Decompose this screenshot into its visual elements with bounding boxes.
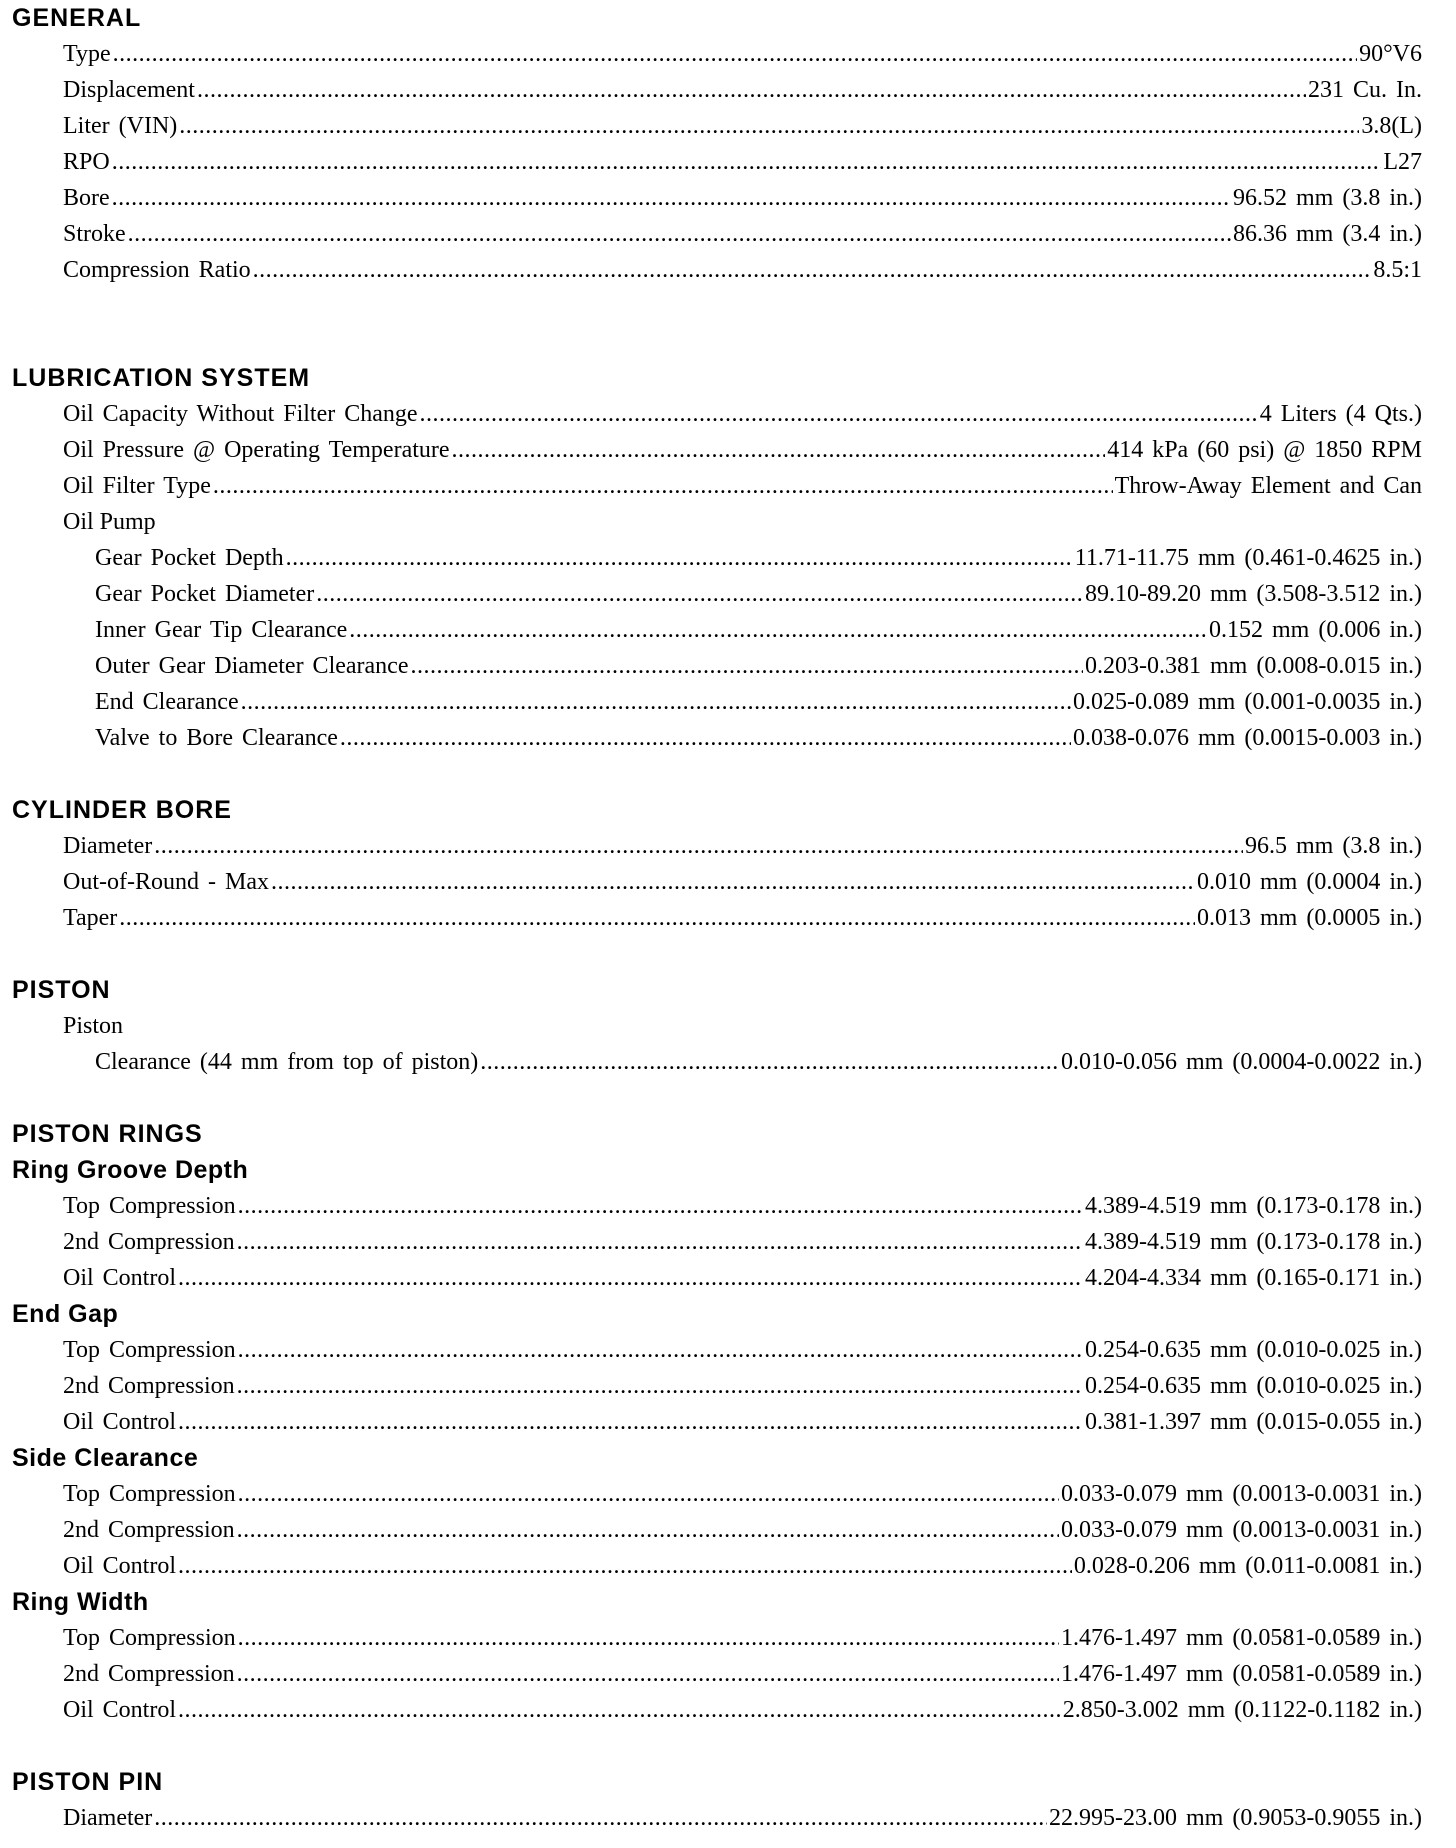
spec-value: 89.10-89.20 mm (3.508-3.512 in.) [1085, 581, 1422, 607]
section-heading-piston: PISTON [12, 976, 111, 1004]
spec-row-gear-pocket-depth [12, 540, 1422, 576]
spec-label: Top Compression [63, 1481, 236, 1507]
spec-value: 96.5 mm (3.8 in.) [1245, 833, 1422, 859]
spec-label: Gear Pocket Depth [95, 545, 284, 571]
subsection-heading-ring-groove-depth: Ring Groove Depth [12, 1156, 249, 1184]
spec-row-bore-diameter [12, 828, 1422, 864]
spec-value: 4.204-4.334 mm (0.165-0.171 in.) [1085, 1265, 1422, 1291]
dot-leader [237, 1512, 1059, 1548]
spec-label: Top Compression [63, 1193, 236, 1219]
spec-label: Oil Control [63, 1553, 177, 1579]
dot-leader [112, 180, 1231, 216]
dot-leader [154, 828, 1243, 864]
section-heading-general: GENERAL [12, 4, 142, 32]
spec-label: Oil Capacity Without Filter Change [63, 401, 418, 427]
spec-label: Taper [63, 905, 118, 931]
spec-row-side-2nd [12, 1512, 1422, 1548]
spec-value: 0.025-0.089 mm (0.001-0.0035 in.) [1073, 689, 1422, 715]
spec-value: 22.995-23.00 mm (0.9053-0.9055 in.) [1049, 1805, 1422, 1831]
dot-leader [237, 1656, 1059, 1692]
section-spacer [12, 756, 1422, 792]
spec-row-oil-filter-type [12, 468, 1422, 504]
spec-value: 0.033-0.079 mm (0.0013-0.0031 in.) [1061, 1517, 1422, 1543]
spec-label: Valve to Bore Clearance [95, 725, 338, 751]
spec-row-type [12, 36, 1422, 72]
spec-value: 0.010-0.056 mm (0.0004-0.0022 in.) [1061, 1049, 1422, 1075]
section-heading-cylinder-bore: CYLINDER BORE [12, 796, 232, 824]
spec-label: Type [63, 41, 111, 67]
spec-row-bore [12, 180, 1422, 216]
spec-value: 0.254-0.635 mm (0.010-0.025 in.) [1085, 1337, 1422, 1363]
spec-label: Stroke [63, 221, 126, 247]
dot-leader [253, 252, 1372, 288]
spec-value: 0.381-1.397 mm (0.015-0.055 in.) [1085, 1409, 1422, 1435]
spec-value: 0.010 mm (0.0004 in.) [1197, 869, 1422, 895]
spec-row-side-top [12, 1476, 1422, 1512]
spec-value: 1.476-1.497 mm (0.0581-0.0589 in.) [1061, 1625, 1422, 1651]
spec-label: RPO [63, 149, 110, 175]
section-heading-lubrication: LUBRICATION SYSTEM [12, 364, 311, 392]
dot-leader [238, 1620, 1059, 1656]
dot-leader [179, 108, 1359, 144]
spec-label: 2nd Compression [63, 1661, 235, 1687]
spec-label: Gear Pocket Diameter [95, 581, 315, 607]
section-heading-piston-rings: PISTON RINGS [12, 1120, 203, 1148]
spec-row-valve-to-bore-clearance [12, 720, 1422, 756]
spec-value: 231 Cu. In. [1308, 77, 1422, 103]
spec-row-gap-2nd [12, 1368, 1422, 1404]
spec-label: Out-of-Round - Max [63, 869, 269, 895]
spec-label: 2nd Compression [63, 1373, 235, 1399]
spec-label: Outer Gear Diameter Clearance [95, 653, 409, 679]
spec-value: 414 kPa (60 psi) @ 1850 RPM [1107, 437, 1422, 463]
spec-row-inner-gear-tip-clearance [12, 612, 1422, 648]
spec-value: 3.8(L) [1361, 113, 1422, 139]
spec-value: 11.71-11.75 mm (0.461-0.4625 in.) [1074, 545, 1422, 571]
dot-leader [178, 1260, 1083, 1296]
spec-row-gap-oil [12, 1404, 1422, 1440]
dot-leader [340, 720, 1071, 756]
section-spacer [12, 936, 1422, 972]
spec-label: End Clearance [95, 689, 239, 715]
spec-row-groove-oil [12, 1260, 1422, 1296]
spec-row-compression-ratio [12, 252, 1422, 288]
spec-label: Compression Ratio [63, 257, 251, 283]
dot-leader [271, 864, 1195, 900]
dot-leader [349, 612, 1207, 648]
spec-value: 1.476-1.497 mm (0.0581-0.0589 in.) [1061, 1661, 1422, 1687]
spec-label: 2nd Compression [63, 1229, 235, 1255]
spec-label: 2nd Compression [63, 1517, 235, 1543]
spec-value: 86.36 mm (3.4 in.) [1233, 221, 1422, 247]
spec-value: 0.038-0.076 mm (0.0015-0.003 in.) [1073, 725, 1422, 751]
oil-pump-label: Oil Pump [63, 509, 156, 535]
dot-leader [213, 468, 1113, 504]
dot-leader [237, 1224, 1083, 1260]
spec-row-piston-clearance [12, 1044, 1422, 1080]
subsection-heading-side-clearance: Side Clearance [12, 1444, 199, 1472]
spec-value: 0.203-0.381 mm (0.008-0.015 in.) [1085, 653, 1422, 679]
piston-sub-label: Piston [63, 1013, 124, 1039]
dot-leader [411, 648, 1084, 684]
dot-leader [178, 1692, 1061, 1728]
dot-leader [119, 900, 1195, 936]
spec-value: 4 Liters (4 Qts.) [1259, 401, 1422, 427]
subsection-heading-ring-width: Ring Width [12, 1588, 149, 1616]
dot-leader [420, 396, 1258, 432]
spec-label: Top Compression [63, 1625, 236, 1651]
spec-row-width-2nd [12, 1656, 1422, 1692]
spec-label: Bore [63, 185, 110, 211]
dot-leader [237, 1368, 1083, 1404]
dot-leader [112, 144, 1382, 180]
spec-label: Oil Filter Type [63, 473, 211, 499]
spec-row-pin-diameter [12, 1800, 1422, 1836]
spec-label: Oil Control [63, 1409, 177, 1435]
dot-leader [238, 1188, 1083, 1224]
spec-value: 0.254-0.635 mm (0.010-0.025 in.) [1085, 1373, 1422, 1399]
spec-label: Oil Pressure @ Operating Temperature [63, 437, 450, 463]
section-heading-piston-pin: PISTON PIN [12, 1768, 164, 1796]
section-spacer [12, 1080, 1422, 1116]
dot-leader [316, 576, 1083, 612]
spec-label: Diameter [63, 1805, 153, 1831]
dot-leader [286, 540, 1073, 576]
dot-leader [113, 36, 1357, 72]
dot-leader [238, 1476, 1059, 1512]
dot-leader [238, 1332, 1083, 1368]
spec-row-groove-2nd [12, 1224, 1422, 1260]
spec-row-end-clearance [12, 684, 1422, 720]
spec-value: 8.5:1 [1373, 257, 1422, 283]
spec-row-gear-pocket-diameter [12, 576, 1422, 612]
subsection-heading-end-gap: End Gap [12, 1300, 119, 1328]
section-spacer [12, 1728, 1422, 1764]
spec-value: 2.850-3.002 mm (0.1122-0.1182 in.) [1062, 1697, 1422, 1723]
section-spacer [12, 288, 1422, 360]
spec-row-groove-top [12, 1188, 1422, 1224]
spec-label: Liter (VIN) [63, 113, 178, 139]
spec-row-out-of-round [12, 864, 1422, 900]
dot-leader [480, 1044, 1059, 1080]
spec-row-width-oil [12, 1692, 1422, 1728]
spec-label: Inner Gear Tip Clearance [95, 617, 348, 643]
spec-value: 96.52 mm (3.8 in.) [1233, 185, 1422, 211]
spec-value: 0.152 mm (0.006 in.) [1209, 617, 1422, 643]
dot-leader [128, 216, 1231, 252]
dot-leader [154, 1800, 1047, 1836]
spec-row-displacement [12, 72, 1422, 108]
spec-row-oil-pressure [12, 432, 1422, 468]
dot-leader [197, 72, 1306, 108]
spec-label: Top Compression [63, 1337, 236, 1363]
spec-value: Throw-Away Element and Can [1114, 473, 1422, 499]
spec-value: 0.028-0.206 mm (0.011-0.0081 in.) [1073, 1553, 1422, 1579]
spec-row-oil-capacity [12, 396, 1422, 432]
spec-value: 0.013 mm (0.0005 in.) [1197, 905, 1422, 931]
spec-row-rpo [12, 144, 1422, 180]
spec-label: Oil Control [63, 1697, 177, 1723]
spec-row-gap-top [12, 1332, 1422, 1368]
spec-value: 4.389-4.519 mm (0.173-0.178 in.) [1085, 1229, 1422, 1255]
spec-row-side-oil [12, 1548, 1422, 1584]
spec-label: Clearance (44 mm from top of piston) [95, 1049, 479, 1075]
spec-value: 0.033-0.079 mm (0.0013-0.0031 in.) [1061, 1481, 1422, 1507]
spec-label: Diameter [63, 833, 153, 859]
spec-value: 90°V6 [1359, 41, 1422, 67]
spec-value: 4.389-4.519 mm (0.173-0.178 in.) [1085, 1193, 1422, 1219]
spec-label: Displacement [63, 77, 195, 103]
spec-sheet [12, 0, 1422, 1836]
spec-value: L27 [1383, 149, 1422, 175]
spec-row-outer-gear-diameter-clearance [12, 648, 1422, 684]
dot-leader [178, 1548, 1072, 1584]
dot-leader [452, 432, 1106, 468]
dot-leader [241, 684, 1071, 720]
spec-row-taper [12, 900, 1422, 936]
spec-row-width-top [12, 1620, 1422, 1656]
spec-row-stroke [12, 216, 1422, 252]
spec-label: Oil Control [63, 1265, 177, 1291]
dot-leader [178, 1404, 1083, 1440]
spec-row-liter [12, 108, 1422, 144]
